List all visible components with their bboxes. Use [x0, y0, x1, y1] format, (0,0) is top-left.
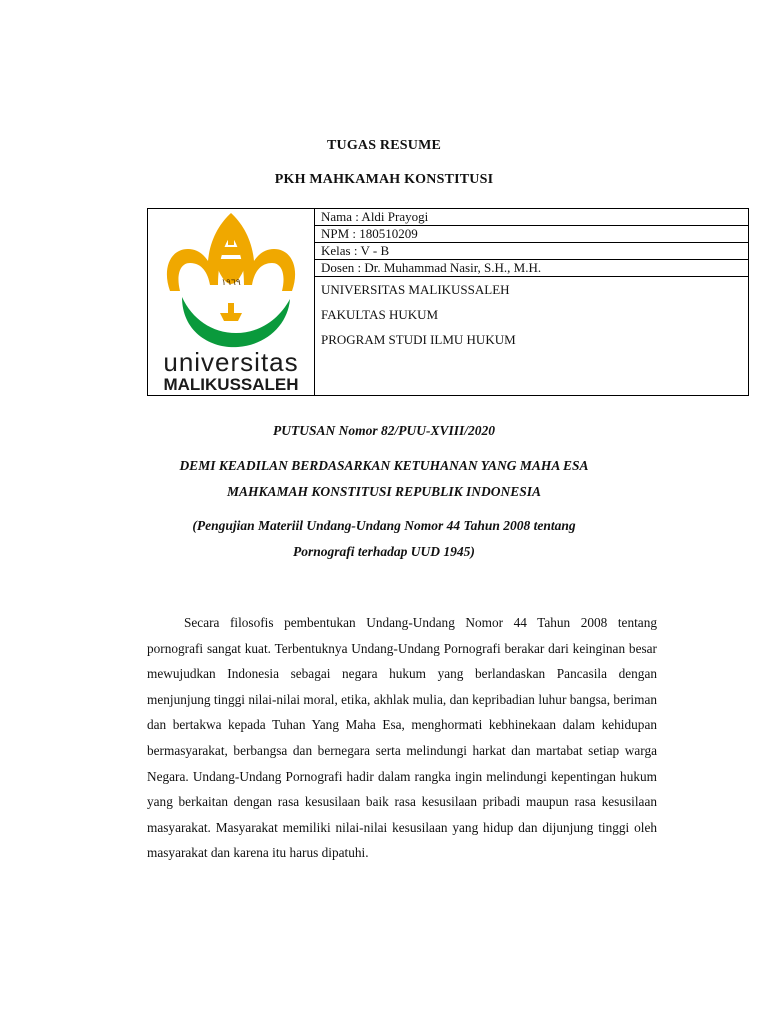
demi-heading: DEMI KEADILAN BERDASARKAN KETUHANAN YANG MAHA ESA — [179, 458, 589, 473]
mk-heading: MAHKAMAH KONSTITUSI REPUBLIK INDONESIA — [227, 484, 541, 499]
document-subtitle: PKH MAHKAMAH KONSTITUSI — [274, 172, 494, 187]
faculty-name: FAKULTAS HUKUM — [321, 307, 439, 322]
identity-table — [147, 208, 749, 396]
logo-cell — [148, 209, 315, 396]
university-logo-icon — [148, 209, 314, 349]
logo-text-malikussaleh: MALIKUSSALEH — [163, 375, 299, 394]
pengujian-line-2: Pornografi terhadap UUD 1945) — [293, 544, 475, 559]
nama-row: Nama : Aldi Prayogi — [315, 209, 748, 226]
institution-block — [315, 277, 748, 352]
body-paragraph — [147, 610, 657, 866]
info-cell — [315, 209, 749, 396]
pengujian-line-1: (Pengujian Materiil Undang-Undang Nomor 44 Tahun 2008 tentang — [192, 518, 576, 533]
kelas-row: Kelas : V - B — [315, 243, 748, 260]
dosen-row: Dosen : Dr. Muhammad Nasir, S.H., M.H. — [315, 260, 748, 277]
putusan-heading: PUTUSAN Nomor 82/PUU-XVIII/2020 — [272, 423, 496, 438]
document-title: TUGAS RESUME — [326, 138, 442, 153]
logo-year: ١٩٦٩ — [221, 278, 241, 288]
program-name: PROGRAM STUDI ILMU HUKUM — [321, 332, 516, 347]
university-name: UNIVERSITAS MALIKUSSALEH — [321, 282, 510, 297]
logo-text-universitas: universitas — [163, 347, 299, 377]
npm-row: NPM : 180510209 — [315, 226, 748, 243]
paragraph-text: Secara filosofis pembentukan Undang-Undang Nomor 44 Tahun 2008 tentang pornografi sangat kuat. Terbentuknya Undang-Undang Pornografi berakar dari keinginan besar mewujudkan Indonesia sebagai negara hukum yang berlandaskan Pancasila dengan menjunjung tinggi nilai-nilai moral, etika, akhlak mulia, dan kepribadian luhur bangsa, beriman dan bertakwa kepada Tuhan Yang Maha Esa, menghormati kebhinekaan dalam kehidupan bermasyarakat, berbangsa dan bernegara serta melindungi harkat dan martabat setiap warga Negara. Undang-Undang Pornografi hadir dalam rangka ingin melindungi kepentingan hukum yang berkaitan dengan rasa kesusilaan baik rasa kesusilaan pribadi maupun rasa kesusilaan masyarakat. Masyarakat memiliki nilai-nilai kesusilaan yang hidup dan dijunjung tinggi oleh masyarakat dan karena itu harus dipatuhi. — [147, 615, 657, 861]
